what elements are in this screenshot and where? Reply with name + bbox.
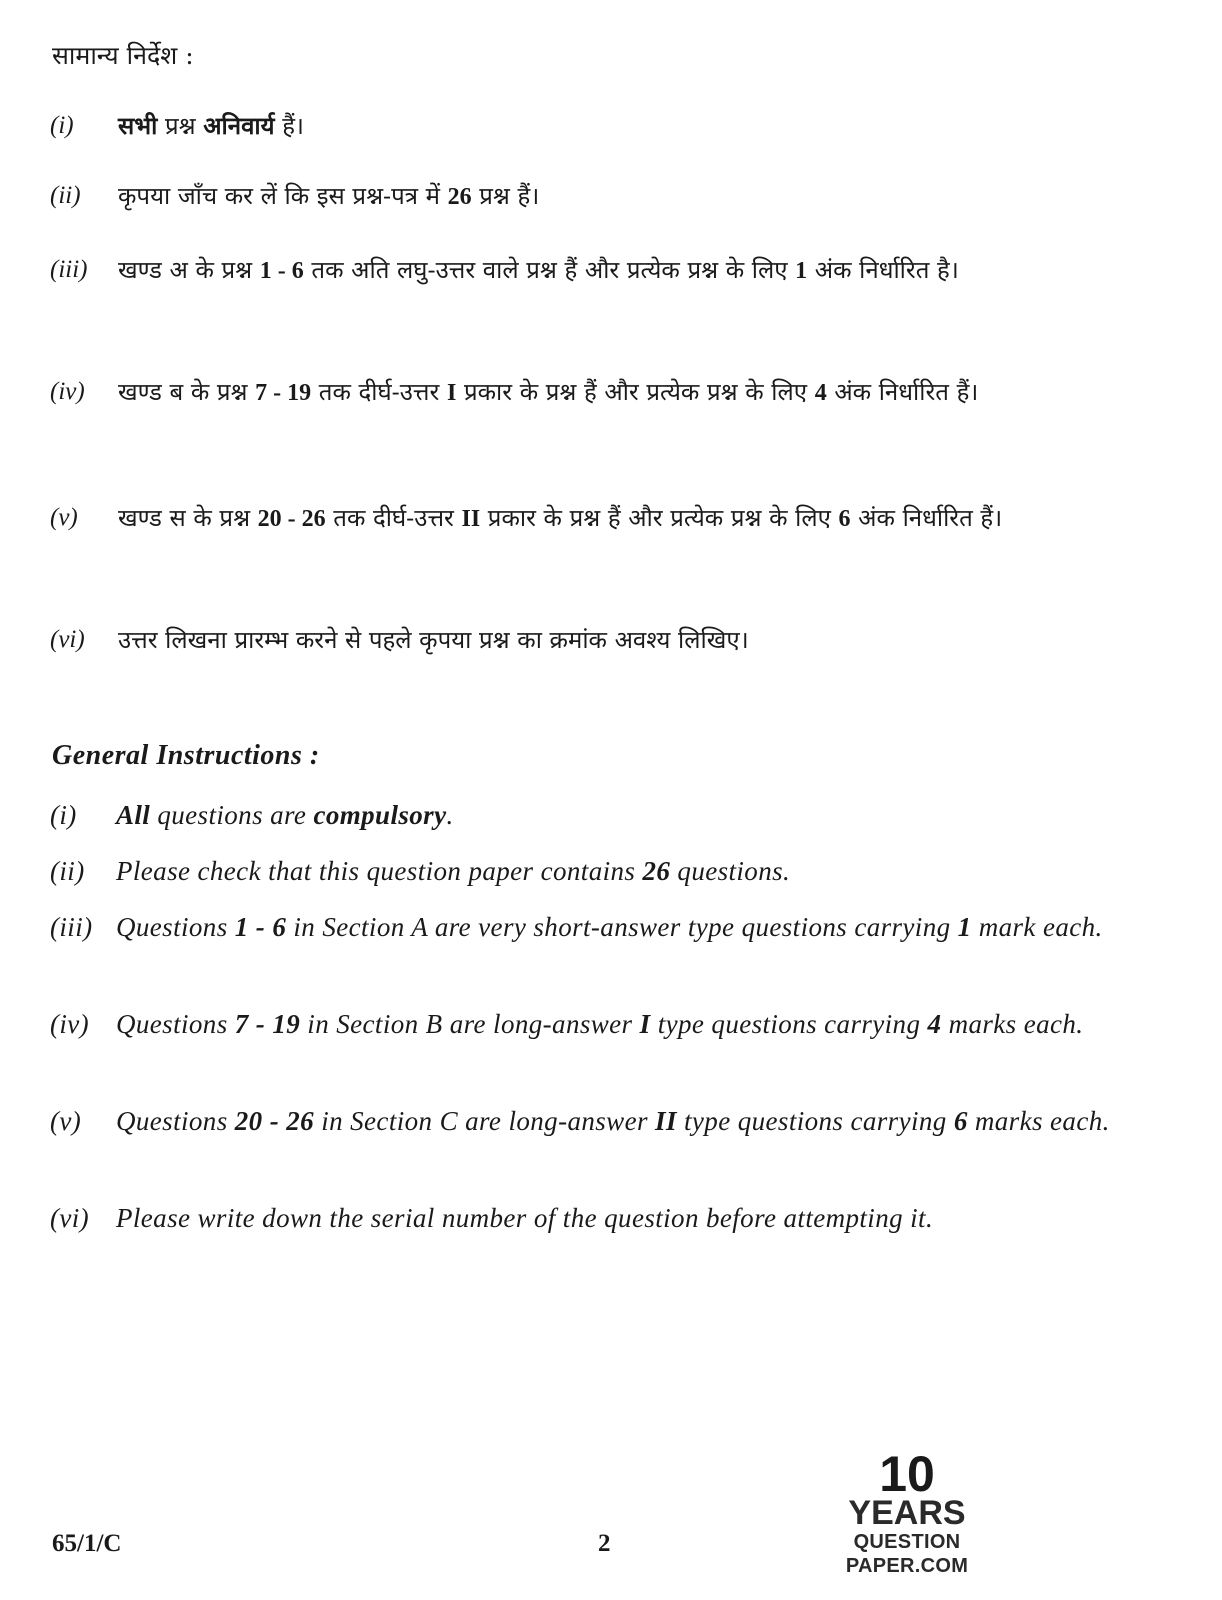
english-instruction-4: [50, 1003, 1170, 1045]
emphasis-text: 4: [814, 380, 827, 406]
hindi-instruction-5: [50, 492, 1170, 545]
emphasis-text: 1: [957, 912, 972, 942]
item-text: उत्तर लिखना प्रारम्भ करने से पहले कृपया प्रश्न का क्रमांक अवश्य लिखिए।: [118, 626, 749, 654]
english-instruction-3: [50, 906, 1170, 948]
watermark-years: YEARS: [848, 1494, 966, 1532]
item-text: Questions 7 - 19 in Section B are long-answer I type questions carrying 4 marks each.: [116, 1009, 1084, 1039]
emphasis-text: 6: [838, 506, 851, 532]
item-text: Please write down the serial number of the question before attempting it.: [116, 1203, 934, 1233]
emphasis-text: compulsory: [313, 800, 447, 830]
english-instruction-6: [50, 1197, 1170, 1239]
item-text: कृपया जाँच कर लें कि इस प्रश्न-पत्र में 26 प्रश्न हैं।: [118, 182, 540, 210]
emphasis-text: I: [639, 1009, 651, 1039]
hindi-instruction-3: [50, 244, 1170, 297]
hindi-instruction-6: [50, 614, 1170, 666]
emphasis-text: अनिवार्य: [203, 114, 275, 140]
item-number: (vi): [50, 626, 85, 653]
item-text: खण्ड अ के प्रश्न 1 - 6 तक अति लघु-उत्तर वाले प्रश्न हैं और प्रत्येक प्रश्न के लिए 1 अंक निर्धारित है।: [118, 256, 959, 284]
emphasis-text: 7 - 19: [234, 1009, 301, 1039]
item-number: (iv): [50, 378, 85, 405]
item-number: (v): [50, 1106, 82, 1136]
watermark-number: 10: [879, 1446, 935, 1502]
item-number: (ii): [50, 182, 81, 209]
emphasis-text: 20 - 26: [234, 1106, 315, 1136]
english-heading: General Instructions :: [52, 740, 320, 771]
watermark-site: QUESTION PAPER.COM: [845, 1531, 969, 1577]
emphasis-text: 26: [447, 184, 472, 210]
item-number: (v): [50, 504, 78, 531]
item-number: (iii): [50, 256, 88, 283]
item-text: Please check that this question paper contains 26 questions.: [116, 856, 791, 886]
item-number: (iii): [50, 912, 93, 942]
item-text: Questions 1 - 6 in Section A are very short-answer type questions carrying 1 mark each.: [116, 912, 1103, 942]
emphasis-text: 4: [927, 1009, 942, 1039]
hindi-instruction-4: [50, 366, 1170, 419]
item-text: सभी प्रश्न अनिवार्य हैं।: [118, 112, 305, 140]
watermark-logo: [802, 1446, 1012, 1578]
item-text: खण्ड स के प्रश्न 20 - 26 तक दीर्घ-उत्तर II प्रकार के प्रश्न हैं और प्रत्येक प्रश्न के लिए 6 अंक निर्धारित हैं।: [118, 504, 1003, 532]
emphasis-text: 1 - 6: [259, 258, 304, 284]
emphasis-text: I: [446, 380, 457, 406]
emphasis-text: All: [116, 800, 151, 830]
item-text: Questions 20 - 26 in Section C are long-answer II type questions carrying 6 marks each.: [116, 1106, 1110, 1136]
item-text: खण्ड ब के प्रश्न 7 - 19 तक दीर्घ-उत्तर I प्रकार के प्रश्न हैं और प्रत्येक प्रश्न के लिए 4 अंक निर्धारित हैं।: [118, 378, 979, 406]
item-number: (iv): [50, 1009, 90, 1039]
emphasis-text: 6: [953, 1106, 968, 1136]
emphasis-text: 26: [642, 856, 671, 886]
emphasis-text: 1 - 6: [234, 912, 287, 942]
item-number: (i): [50, 800, 77, 830]
page-number: 2: [598, 1530, 611, 1557]
emphasis-text: 20 - 26: [257, 506, 326, 532]
emphasis-text: सभी: [118, 114, 158, 140]
english-instruction-1: [50, 794, 1170, 836]
emphasis-text: 7 - 19: [255, 380, 312, 406]
english-instruction-2: [50, 850, 1170, 892]
english-instruction-5: [50, 1100, 1170, 1142]
emphasis-text: 1: [795, 258, 808, 284]
item-number: (ii): [50, 856, 85, 886]
hindi-heading: सामान्य निर्देश :: [52, 41, 194, 70]
item-number: (vi): [50, 1203, 90, 1233]
emphasis-text: II: [461, 506, 481, 532]
hindi-instruction-1: [50, 100, 1170, 153]
item-number: (i): [50, 112, 74, 139]
emphasis-text: II: [655, 1106, 677, 1136]
hindi-instruction-2: [50, 170, 1170, 223]
item-text: All questions are compulsory.: [116, 800, 454, 830]
paper-code: 65/1/C: [52, 1530, 122, 1557]
